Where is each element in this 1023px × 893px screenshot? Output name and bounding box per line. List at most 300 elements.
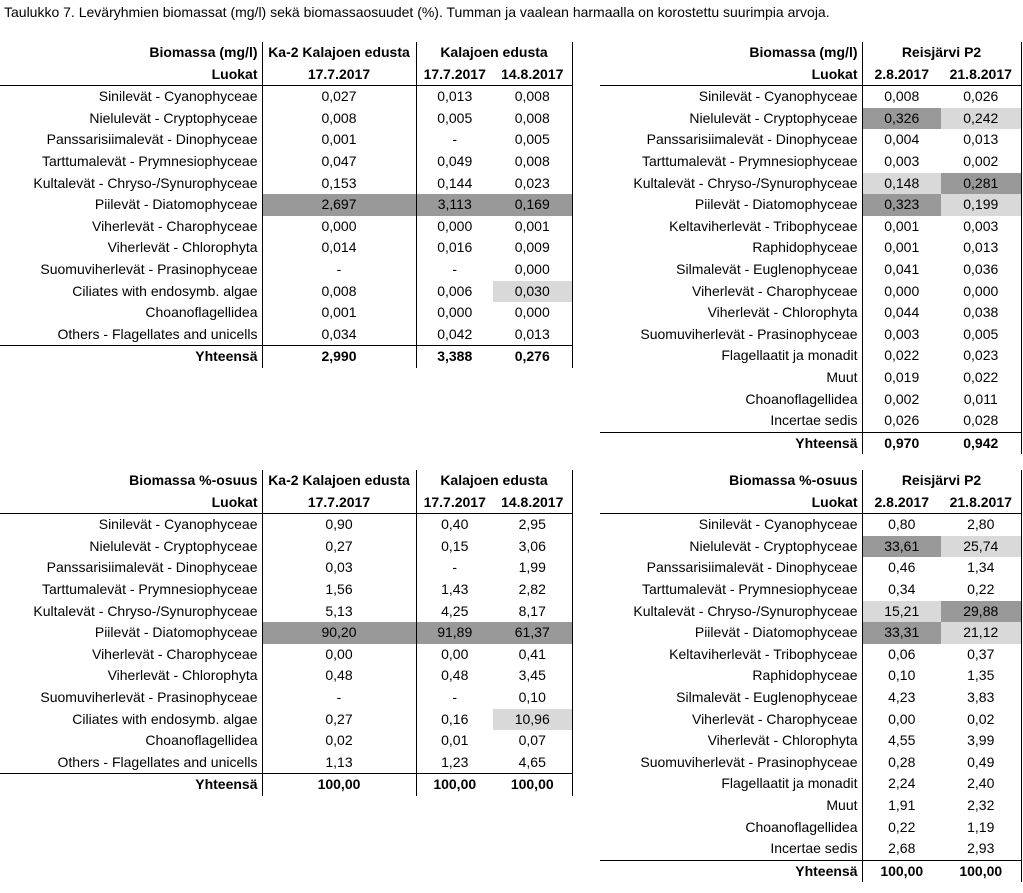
- total-row: [0, 774, 572, 796]
- row-label: Tarttumalevät - Prymnesiophyceae: [600, 151, 862, 173]
- date-header: 17.7.2017: [262, 64, 416, 86]
- row-label: Silmalevät - Euglenophyceae: [600, 259, 862, 281]
- value-cell: 0,90: [262, 514, 416, 536]
- site-header: Kalajoen edusta: [416, 42, 572, 64]
- value-cell: 10,96: [493, 709, 572, 731]
- row-label: Sinilevät - Cyanophyceae: [0, 514, 262, 536]
- value-cell: 4,55: [888, 732, 916, 749]
- date-header: 14.8.2017: [493, 64, 572, 86]
- row-label: Sinilevät - Cyanophyceae: [600, 86, 862, 108]
- biomass-table-reisjarvi: [600, 42, 1022, 454]
- date-header-row: [600, 64, 1021, 86]
- row-label: Nielulevät - Cryptophyceae: [600, 536, 862, 558]
- value-cell: 0,006: [437, 282, 473, 299]
- value-cell: 0,49: [941, 752, 1021, 774]
- header-label: Biomassa %-osuus: [0, 470, 262, 492]
- row-label: Piilevät - Diatomophyceae: [0, 194, 262, 216]
- value-cell: 1,13: [262, 752, 416, 774]
- table-row: [600, 259, 1021, 281]
- table-row: [0, 194, 572, 216]
- table-row: [0, 665, 572, 687]
- value-cell: 0,004: [884, 131, 920, 148]
- value-cell: 0,008: [262, 108, 416, 130]
- table-row: [0, 86, 572, 108]
- table-row: [0, 601, 572, 623]
- value-cell: 2,40: [941, 773, 1021, 795]
- value-cell: 0,281: [941, 173, 1021, 195]
- row-label: Ciliates with endosymb. algae: [0, 281, 262, 303]
- value-cell: 0,008: [493, 151, 572, 173]
- row-label: Suomuviherlevät - Prasinophyceae: [0, 687, 262, 709]
- row-label: Choanoflagellidea: [600, 817, 862, 839]
- total-value: 3,388: [416, 346, 493, 368]
- value-cell: 0,00: [888, 710, 916, 727]
- value-cell: -: [452, 260, 458, 277]
- table-row: [0, 151, 572, 173]
- value-cell: 0,022: [884, 347, 920, 364]
- value-cell: 0,22: [888, 818, 916, 835]
- table-row: [600, 622, 1021, 644]
- value-cell: 0,323: [862, 194, 941, 216]
- value-cell: 0,008: [884, 88, 920, 105]
- header-row: [0, 42, 572, 64]
- row-label: Keltaviherlevät - Tribophyceae: [600, 644, 862, 666]
- table-row: [0, 622, 572, 644]
- table-row: [0, 108, 572, 130]
- header-row: [0, 470, 572, 492]
- value-cell: 0,038: [941, 302, 1021, 324]
- total-value: 0,276: [493, 346, 572, 368]
- table-row: [0, 709, 572, 731]
- table-row: [600, 324, 1021, 346]
- value-cell: 0,326: [862, 108, 941, 130]
- table-row: [600, 389, 1021, 411]
- total-row: [600, 860, 1021, 882]
- table-row: [600, 108, 1021, 130]
- row-label: Piilevät - Diatomophyceae: [600, 622, 862, 644]
- value-cell: 1,23: [441, 753, 469, 770]
- date-header: 2.8.2017: [862, 64, 941, 86]
- row-label: Choanoflagellidea: [0, 730, 262, 752]
- table-row: [0, 173, 572, 195]
- table-row: [600, 237, 1021, 259]
- total-label: Yhteensä: [600, 860, 862, 882]
- date-header: 21.8.2017: [941, 64, 1021, 86]
- table-row: [0, 237, 572, 259]
- table-row: [600, 367, 1021, 389]
- value-cell: 0,023: [941, 345, 1021, 367]
- value-cell: 0,008: [493, 108, 572, 130]
- value-cell: 1,99: [493, 557, 572, 579]
- site-header: Reisjärvi P2: [862, 42, 1021, 64]
- value-cell: 2,697: [262, 194, 416, 216]
- value-cell: 1,34: [941, 557, 1021, 579]
- value-cell: 0,00: [441, 645, 469, 662]
- table-row: [0, 752, 572, 774]
- biomass-table-kalajoki: [0, 42, 573, 368]
- total-row: [0, 346, 572, 368]
- total-value: 2,990: [262, 346, 416, 368]
- table-row: [600, 281, 1021, 303]
- table-row: [600, 644, 1021, 666]
- value-cell: 61,37: [493, 622, 572, 644]
- date-header: 17.7.2017: [416, 492, 493, 514]
- value-cell: 0,022: [941, 367, 1021, 389]
- percent-table-kalajoki: [0, 470, 573, 796]
- table-row: [600, 536, 1021, 558]
- table-row: [0, 281, 572, 303]
- row-label: Incertae sedis: [600, 838, 862, 860]
- value-cell: 0,023: [493, 173, 572, 195]
- value-cell: 90,20: [262, 622, 416, 644]
- row-label: Tarttumalevät - Prymnesiophyceae: [0, 151, 262, 173]
- total-value: 0,942: [941, 432, 1021, 454]
- table-row: [0, 557, 572, 579]
- value-cell: 0,37: [941, 644, 1021, 666]
- table-row: [600, 302, 1021, 324]
- value-cell: 0,026: [884, 412, 920, 429]
- value-cell: 0,28: [888, 753, 916, 770]
- value-cell: 0,02: [941, 709, 1021, 731]
- value-cell: 2,80: [941, 514, 1021, 536]
- value-cell: 0,06: [888, 645, 916, 662]
- row-label: Viherlevät - Chlorophyta: [600, 302, 862, 324]
- date-header-row: [0, 492, 572, 514]
- table-row: [600, 730, 1021, 752]
- value-cell: 0,003: [941, 216, 1021, 238]
- value-cell: 0,10: [888, 667, 916, 684]
- row-label: Keltaviherlevät - Tribophyceae: [600, 216, 862, 238]
- value-cell: 1,91: [888, 796, 916, 813]
- value-cell: 0,000: [262, 216, 416, 238]
- value-cell: 21,12: [941, 622, 1021, 644]
- value-cell: 0,034: [262, 324, 416, 346]
- value-cell: 0,199: [941, 194, 1021, 216]
- row-label: Kultalevät - Chryso-/Synurophyceae: [0, 601, 262, 623]
- table-row: [600, 86, 1021, 108]
- row-label: Raphidophyceae: [600, 665, 862, 687]
- value-cell: 0,153: [262, 173, 416, 195]
- table-row: [0, 259, 572, 281]
- value-cell: 2,32: [941, 795, 1021, 817]
- row-label: Kultalevät - Chryso-/Synurophyceae: [0, 173, 262, 195]
- value-cell: -: [262, 259, 416, 281]
- value-cell: 29,88: [941, 601, 1021, 623]
- value-cell: 0,019: [884, 368, 920, 385]
- table-row: [600, 579, 1021, 601]
- value-cell: 2,24: [888, 775, 916, 792]
- value-cell: 0,48: [262, 665, 416, 687]
- value-cell: 3,83: [941, 687, 1021, 709]
- row-label: Kultalevät - Chryso-/Synurophyceae: [600, 173, 862, 195]
- date-header: 14.8.2017: [493, 492, 572, 514]
- table-row: [600, 687, 1021, 709]
- value-cell: 0,000: [437, 217, 473, 234]
- value-cell: 0,48: [441, 667, 469, 684]
- header-label: Luokat: [0, 64, 262, 86]
- value-cell: 0,027: [262, 86, 416, 108]
- row-label: Panssarisiimalevät - Dinophyceae: [600, 557, 862, 579]
- table-row: [600, 410, 1021, 432]
- value-cell: 0,042: [437, 325, 473, 342]
- value-cell: 0,00: [262, 644, 416, 666]
- row-label: Flagellaatit ja monadit: [600, 773, 862, 795]
- row-label: Nielulevät - Cryptophyceae: [600, 108, 862, 130]
- value-cell: 0,001: [884, 239, 920, 256]
- total-value: 0,970: [862, 432, 941, 454]
- row-label: Suomuviherlevät - Prasinophyceae: [600, 324, 862, 346]
- value-cell: -: [262, 687, 416, 709]
- value-cell: 0,014: [262, 237, 416, 259]
- value-cell: 0,001: [493, 216, 572, 238]
- value-cell: 3,06: [493, 536, 572, 558]
- table-row: [600, 216, 1021, 238]
- value-cell: 0,144: [437, 174, 473, 191]
- value-cell: 0,036: [941, 259, 1021, 281]
- row-label: Kultalevät - Chryso-/Synurophyceae: [600, 601, 862, 623]
- value-cell: 0,009: [493, 237, 572, 259]
- value-cell: 0,000: [493, 302, 572, 324]
- value-cell: 0,030: [493, 281, 572, 303]
- row-label: Muut: [600, 367, 862, 389]
- row-label: Suomuviherlevät - Prasinophyceae: [0, 259, 262, 281]
- row-label: Panssarisiimalevät - Dinophyceae: [0, 557, 262, 579]
- value-cell: -: [452, 688, 458, 705]
- value-cell: 33,61: [862, 536, 941, 558]
- total-label: Yhteensä: [0, 774, 262, 796]
- table-row: [0, 730, 572, 752]
- value-cell: 33,31: [862, 622, 941, 644]
- value-cell: 0,008: [262, 281, 416, 303]
- value-cell: 0,001: [262, 302, 416, 324]
- row-label: Ciliates with endosymb. algae: [0, 709, 262, 731]
- row-label: Viherlevät - Charophyceae: [0, 644, 262, 666]
- value-cell: 0,005: [437, 109, 473, 126]
- row-label: Sinilevät - Cyanophyceae: [600, 514, 862, 536]
- table-row: [600, 838, 1021, 860]
- value-cell: 0,013: [941, 237, 1021, 259]
- total-value: 100,00: [416, 774, 493, 796]
- value-cell: 25,74: [941, 536, 1021, 558]
- value-cell: 0,013: [941, 129, 1021, 151]
- table-row: [600, 173, 1021, 195]
- value-cell: 0,22: [941, 579, 1021, 601]
- value-cell: 0,03: [262, 557, 416, 579]
- value-cell: 0,242: [941, 108, 1021, 130]
- table-row: [600, 665, 1021, 687]
- table-row: [0, 579, 572, 601]
- value-cell: 0,003: [884, 325, 920, 342]
- value-cell: 2,82: [493, 579, 572, 601]
- row-label: Viherlevät - Chlorophyta: [0, 665, 262, 687]
- date-header: 17.7.2017: [262, 492, 416, 514]
- value-cell: 1,19: [941, 817, 1021, 839]
- row-label: Silmalevät - Euglenophyceae: [600, 687, 862, 709]
- value-cell: 0,34: [888, 580, 916, 597]
- row-label: Nielulevät - Cryptophyceae: [0, 536, 262, 558]
- row-label: Muut: [600, 795, 862, 817]
- value-cell: 2,93: [941, 838, 1021, 860]
- value-cell: 0,000: [493, 259, 572, 281]
- value-cell: 2,95: [493, 514, 572, 536]
- row-label: Piilevät - Diatomophyceae: [600, 194, 862, 216]
- site-header: Kalajoen edusta: [416, 470, 572, 492]
- value-cell: 0,005: [941, 324, 1021, 346]
- value-cell: 0,27: [262, 709, 416, 731]
- value-cell: 0,013: [437, 88, 473, 105]
- header-label: Biomassa (mg/l): [600, 42, 862, 64]
- value-cell: 0,026: [941, 86, 1021, 108]
- table-row: [0, 216, 572, 238]
- table-row: [600, 557, 1021, 579]
- total-label: Yhteensä: [0, 346, 262, 368]
- table-row: [600, 514, 1021, 536]
- table-caption: Taulukko 7. Leväryhmien biomassat (mg/l) sekä biomassaosuudet (%). Tumman ja vaalean harmaalla on korostettu suurimpia arvoja.: [4, 4, 830, 20]
- table-row: [600, 129, 1021, 151]
- date-header: 17.7.2017: [416, 64, 493, 86]
- header-label: Biomassa (mg/l): [0, 42, 262, 64]
- row-label: Tarttumalevät - Prymnesiophyceae: [600, 579, 862, 601]
- row-label: Tarttumalevät - Prymnesiophyceae: [0, 579, 262, 601]
- value-cell: 0,01: [441, 732, 469, 749]
- row-label: Raphidophyceae: [600, 237, 862, 259]
- row-label: Piilevät - Diatomophyceae: [0, 622, 262, 644]
- value-cell: 0,013: [493, 324, 572, 346]
- value-cell: 0,10: [493, 687, 572, 709]
- value-cell: 0,044: [884, 304, 920, 321]
- table-row: [0, 129, 572, 151]
- value-cell: 0,000: [884, 282, 920, 299]
- value-cell: 0,047: [262, 151, 416, 173]
- site-header: Ka-2 Kalajoen edusta: [262, 470, 416, 492]
- row-label: Choanoflagellidea: [600, 389, 862, 411]
- row-label: Viherlevät - Charophyceae: [0, 216, 262, 238]
- date-header-row: [0, 64, 572, 86]
- row-label: Viherlevät - Charophyceae: [600, 709, 862, 731]
- table-row: [600, 194, 1021, 216]
- table-row: [600, 752, 1021, 774]
- value-cell: 0,46: [888, 559, 916, 576]
- value-cell: 3,45: [493, 665, 572, 687]
- value-cell: 0,041: [884, 260, 920, 277]
- value-cell: 0,07: [493, 730, 572, 752]
- table-row: [600, 709, 1021, 731]
- total-row: [600, 432, 1021, 454]
- row-label: Viherlevät - Charophyceae: [600, 281, 862, 303]
- value-cell: 0,028: [941, 410, 1021, 432]
- header-label: Luokat: [600, 64, 862, 86]
- value-cell: 0,002: [941, 151, 1021, 173]
- value-cell: 0,016: [437, 239, 473, 256]
- value-cell: 1,56: [262, 579, 416, 601]
- header-label: Luokat: [0, 492, 262, 514]
- value-cell: 3,99: [941, 730, 1021, 752]
- table-row: [0, 302, 572, 324]
- row-label: Others - Flagellates and unicells: [0, 324, 262, 346]
- value-cell: 5,13: [262, 601, 416, 623]
- value-cell: 1,35: [941, 665, 1021, 687]
- row-label: Suomuviherlevät - Prasinophyceae: [600, 752, 862, 774]
- value-cell: 15,21: [862, 601, 941, 623]
- value-cell: 0,002: [884, 390, 920, 407]
- value-cell: -: [452, 131, 458, 148]
- row-label: Sinilevät - Cyanophyceae: [0, 86, 262, 108]
- row-label: Flagellaatit ja monadit: [600, 345, 862, 367]
- value-cell: 0,148: [862, 173, 941, 195]
- row-label: Viherlevät - Chlorophyta: [600, 730, 862, 752]
- percent-table-reisjarvi: [600, 470, 1022, 882]
- total-label: Yhteensä: [600, 432, 862, 454]
- total-value: 100,00: [862, 860, 941, 882]
- site-header: Reisjärvi P2: [862, 470, 1021, 492]
- value-cell: 4,25: [441, 602, 469, 619]
- value-cell: 0,169: [493, 194, 572, 216]
- date-header-row: [600, 492, 1021, 514]
- table-row: [0, 514, 572, 536]
- table-row: [0, 324, 572, 346]
- value-cell: 0,40: [441, 516, 469, 533]
- value-cell: 0,41: [493, 644, 572, 666]
- date-header: 2.8.2017: [862, 492, 941, 514]
- value-cell: 0,000: [437, 304, 473, 321]
- row-label: Choanoflagellidea: [0, 302, 262, 324]
- value-cell: 0,008: [493, 86, 572, 108]
- row-label: Viherlevät - Chlorophyta: [0, 237, 262, 259]
- total-value: 100,00: [941, 860, 1021, 882]
- table-row: [600, 601, 1021, 623]
- value-cell: 8,17: [493, 601, 572, 623]
- value-cell: 0,001: [262, 129, 416, 151]
- header-label: Luokat: [600, 492, 862, 514]
- table-row: [600, 345, 1021, 367]
- header-row: [600, 42, 1021, 64]
- value-cell: 0,02: [262, 730, 416, 752]
- total-value: 100,00: [493, 774, 572, 796]
- table-row: [600, 773, 1021, 795]
- value-cell: 1,43: [441, 580, 469, 597]
- value-cell: 91,89: [416, 622, 493, 644]
- total-value: 100,00: [262, 774, 416, 796]
- value-cell: 0,011: [941, 389, 1021, 411]
- value-cell: -: [452, 559, 458, 576]
- row-label: Panssarisiimalevät - Dinophyceae: [0, 129, 262, 151]
- header-label: Biomassa %-osuus: [600, 470, 862, 492]
- table-row: [600, 795, 1021, 817]
- value-cell: 0,15: [441, 537, 469, 554]
- table-row: [600, 817, 1021, 839]
- table-row: [600, 151, 1021, 173]
- header-row: [600, 470, 1021, 492]
- value-cell: 0,80: [888, 516, 916, 533]
- value-cell: 0,003: [884, 152, 920, 169]
- value-cell: 0,005: [493, 129, 572, 151]
- date-header: 21.8.2017: [941, 492, 1021, 514]
- row-label: Nielulevät - Cryptophyceae: [0, 108, 262, 130]
- table-row: [0, 687, 572, 709]
- value-cell: 0,16: [441, 710, 469, 727]
- table-row: [0, 644, 572, 666]
- table-row: [0, 536, 572, 558]
- value-cell: 4,23: [888, 688, 916, 705]
- value-cell: 3,113: [416, 194, 493, 216]
- value-cell: 0,000: [941, 281, 1021, 303]
- value-cell: 0,049: [437, 152, 473, 169]
- value-cell: 2,68: [888, 840, 916, 857]
- value-cell: 4,65: [493, 752, 572, 774]
- row-label: Panssarisiimalevät - Dinophyceae: [600, 129, 862, 151]
- row-label: Others - Flagellates and unicells: [0, 752, 262, 774]
- value-cell: 0,001: [884, 217, 920, 234]
